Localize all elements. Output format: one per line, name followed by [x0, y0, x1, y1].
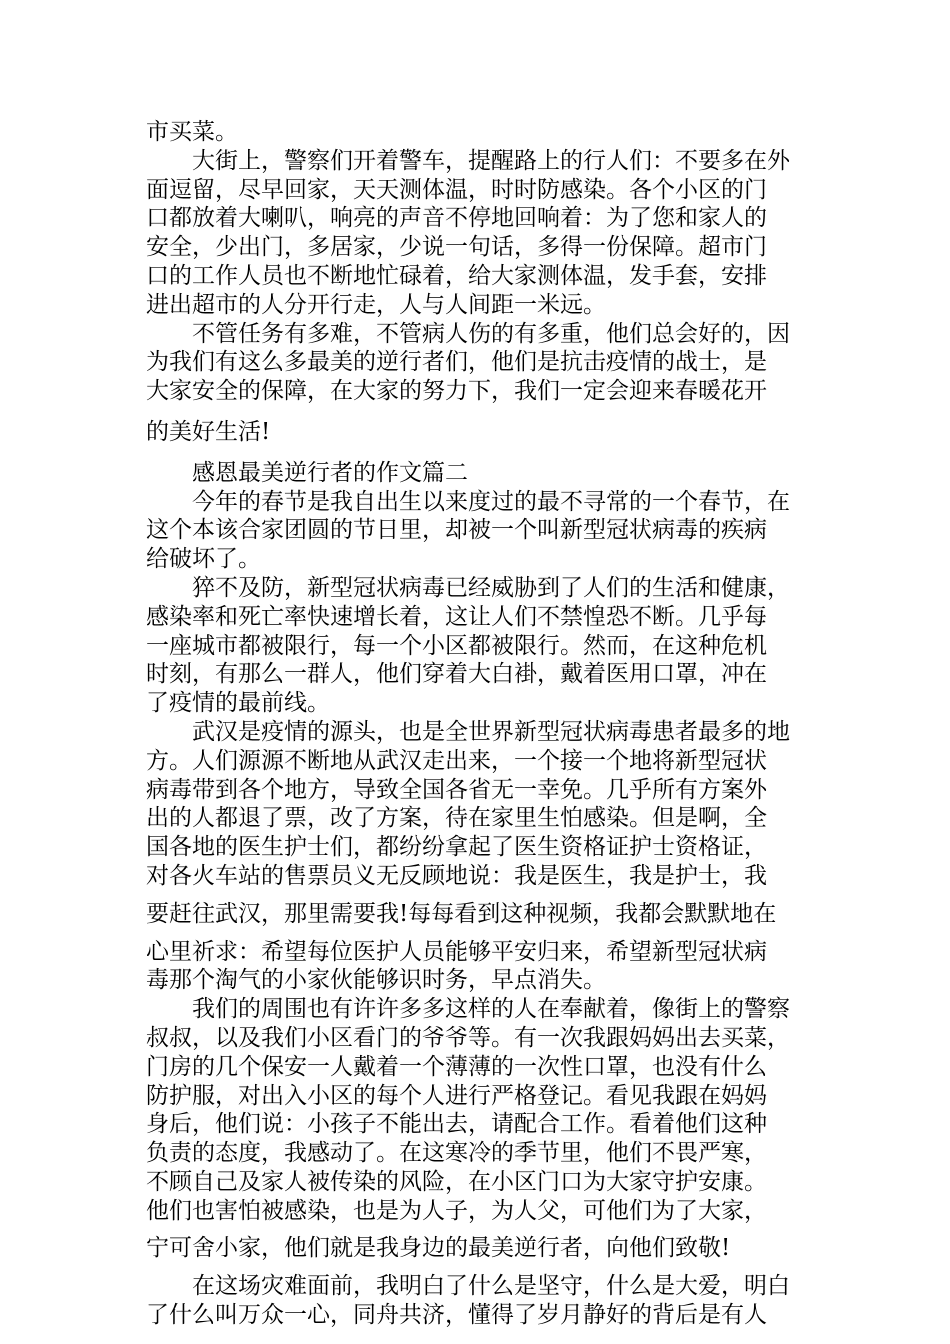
text-line: 面逗留，尽早回家，天天测体温，时时防感染。各个小区的门 [146, 176, 767, 203]
text-line: 毒那个淘气的小家伙能够识时务，早点消失。 [146, 967, 606, 994]
text-line: 方。人们源源不断地从武汉走出来，一个接一个地将新型冠状 [146, 747, 767, 774]
text-line: 口的工作人员也不断地忙碌着，给大家测体温，发手套，安排 [146, 262, 767, 289]
text-line: 安全，少出门，多居家，少说一句话，多得一份保障。超市门 [146, 234, 767, 261]
text-line: 他们也害怕被感染，也是为人子，为人父，可他们为了大家， [146, 1197, 767, 1224]
text-line: 叔叔，以及我们小区看门的爷爷等。有一次我跟妈妈出去买菜， [146, 1024, 790, 1051]
text-line: 大家安全的保障，在大家的努力下，我们一定会迎来春暖花开 [146, 378, 767, 405]
text-line: 负责的态度，我感动了。在这寒冷的季节里，他们不畏严寒， [146, 1140, 767, 1167]
text-line: 了什么叫万众一心，同舟共济，懂得了岁月静好的背后是有人 [146, 1302, 767, 1329]
text-line: 武汉是疫情的源头，也是全世界新型冠状病毒患者最多的地 [146, 718, 790, 745]
text-line: 了疫情的最前线。 [146, 690, 330, 717]
text-line: 国各地的医生护士们，都纷纷拿起了医生资格证护士资格证， [146, 834, 767, 861]
text-line: 市买菜。 [146, 119, 238, 145]
text-line: 为我们有这么多最美的逆行者们，他们是抗击疫情的战士，是 [146, 349, 767, 376]
text-line: 门房的几个保安一人戴着一个薄薄的一次性口罩，也没有什么 [146, 1053, 767, 1080]
text-line: 不顾自己及家人被传染的风险，在小区门口为大家守护安康。 [146, 1168, 767, 1195]
text-line: 要赶往武汉，那里需要我!每每看到这种视频，我都会默默地在 [146, 900, 777, 927]
text-line: 一座城市都被限行，每一个小区都被限行。然而，在这种危机 [146, 632, 767, 659]
text-line: 今年的春节是我自出生以来度过的最不寻常的一个春节，在 [146, 488, 790, 515]
text-line: 给破坏了。 [146, 546, 261, 573]
text-line: 病毒带到各个地方，导致全国各省无一幸免。几乎所有方案外 [146, 776, 767, 803]
text-line: 心里祈求：希望每位医护人员能够平安归来，希望新型冠状病 [146, 938, 767, 965]
text-line: 对各火车站的售票员义无反顾地说：我是医生，我是护士，我 [146, 862, 767, 889]
text-line: 时刻，有那么一群人，他们穿着大白褂，戴着医用口罩，冲在 [146, 661, 767, 688]
text-line: 不管任务有多难，不管病人伤的有多重，他们总会好的，因 [146, 320, 790, 347]
text-line: 进出超市的人分开行走，人与人间距一米远。 [146, 291, 606, 318]
text-line: 防护服，对出入小区的每个人进行严格登记。看见我跟在妈妈 [146, 1082, 767, 1109]
text-line: 身后，他们说：小孩子不能出去，请配合工作。看着他们这种 [146, 1111, 767, 1138]
text-line: 猝不及防，新型冠状病毒已经威胁到了人们的生活和健康， [146, 574, 790, 601]
section-heading: 感恩最美逆行者的作文篇二 [146, 459, 468, 486]
text-line: 大街上，警察们开着警车，提醒路上的行人们：不要多在外 [146, 147, 790, 174]
article-body [146, 118, 808, 1330]
text-line: 出的人都退了票，改了方案，待在家里生怕感染。但是啊，全 [146, 805, 767, 832]
text-line: 口都放着大喇叭，响亮的声音不停地回响着：为了您和家人的 [146, 205, 767, 232]
text-line: 宁可舍小家，他们就是我身边的最美逆行者，向他们致敬! [146, 1235, 731, 1262]
text-line: 的美好生活! [146, 418, 271, 445]
text-line: 感染率和死亡率快速增长着，这让人们不禁惶恐不断。几乎每 [146, 603, 767, 630]
text-line: 这个本该合家团圆的节日里，却被一个叫新型冠状病毒的疾病 [146, 517, 767, 544]
text-line: 我们的周围也有许许多多这样的人在奉献着，像街上的警察 [146, 996, 790, 1023]
text-line: 在这场灾难面前，我明白了什么是坚守，什么是大爱，明白 [146, 1273, 790, 1300]
